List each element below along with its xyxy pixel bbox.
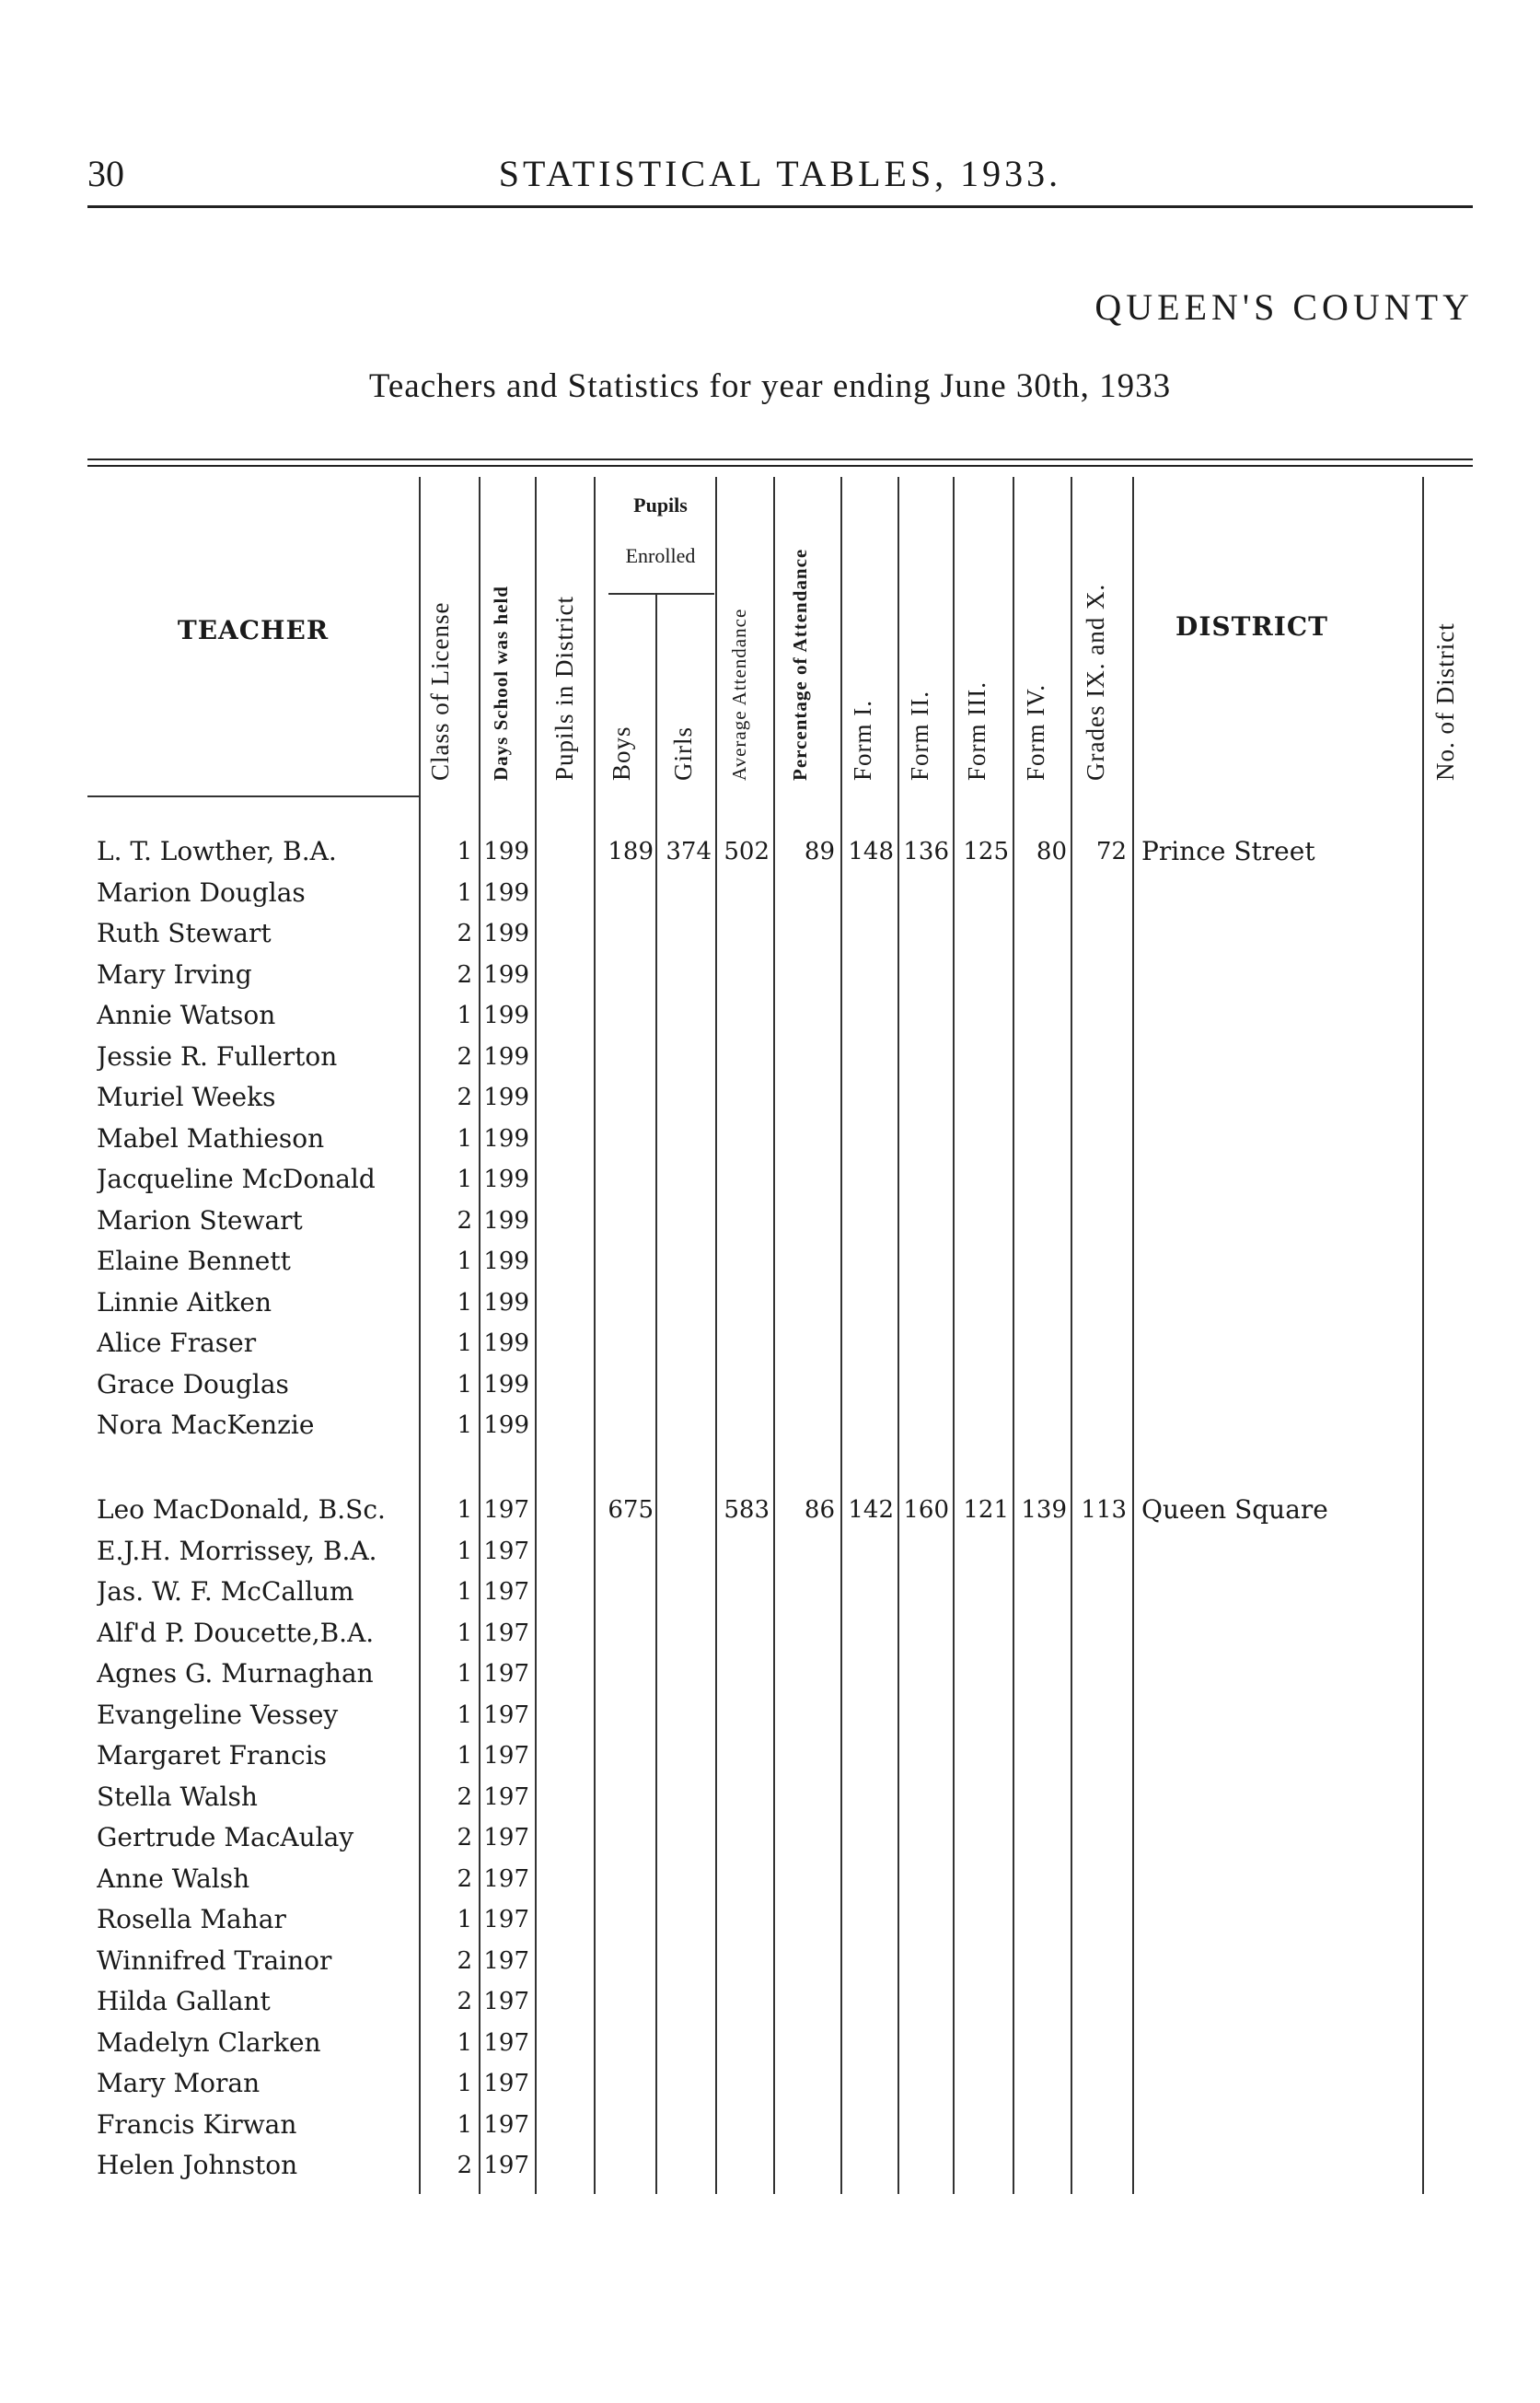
teacher-name: Nora MacKenzie bbox=[97, 1410, 315, 1440]
total-f4-cell: 139 bbox=[1021, 1496, 1067, 1524]
class-of-license-cell: 1 bbox=[457, 1906, 472, 1933]
teacher-name: Alf'd P. Doucette,B.A. bbox=[97, 1617, 375, 1648]
total-boys-cell: 189 bbox=[608, 838, 654, 865]
teacher-name: Stella Walsh bbox=[97, 1781, 258, 1812]
class-of-license-cell: 2 bbox=[457, 1864, 472, 1893]
column-divider bbox=[479, 477, 481, 2194]
teacher-name: Marion Douglas bbox=[97, 876, 306, 908]
teacher-name: Annie Watson bbox=[97, 1000, 276, 1030]
header-enrolled: Enrolled bbox=[625, 544, 696, 567]
days-school-held-cell: 197 bbox=[483, 1660, 529, 1688]
class-of-license-cell: 1 bbox=[457, 878, 472, 907]
class-of-license-cell: 1 bbox=[457, 1329, 472, 1357]
header-form-3: Form III. bbox=[963, 681, 990, 781]
days-school-held-cell: 199 bbox=[483, 878, 529, 907]
header-form-1: Form I. bbox=[849, 700, 876, 781]
total-f2-cell: 160 bbox=[903, 1496, 949, 1524]
page-title: STATISTICAL TABLES, 1933. bbox=[498, 153, 1062, 194]
teacher-name: Anne Walsh bbox=[97, 1863, 250, 1894]
header-average-attendance: Average Attendance bbox=[728, 608, 750, 781]
header-bottom-rule bbox=[87, 795, 419, 797]
class-of-license-cell: 2 bbox=[457, 960, 472, 989]
teacher-name: Margaret Francis bbox=[97, 1740, 328, 1770]
total-gr-cell: 113 bbox=[1081, 1496, 1127, 1524]
header-pupils-in-district: Pupils in District bbox=[550, 595, 578, 781]
days-school-held-cell: 197 bbox=[483, 1701, 529, 1729]
class-of-license-cell: 1 bbox=[457, 1742, 472, 1770]
teacher-name: Mary Irving bbox=[97, 958, 252, 990]
column-divider bbox=[840, 477, 842, 2194]
class-of-license-cell: 2 bbox=[457, 1042, 472, 1071]
teacher-name: Ruth Stewart bbox=[97, 918, 272, 948]
class-of-license-cell: 1 bbox=[457, 838, 472, 865]
column-divider bbox=[535, 477, 537, 2194]
column-divider bbox=[953, 477, 955, 2194]
total-pct-cell: 86 bbox=[804, 1496, 835, 1524]
teacher-name: Muriel Weeks bbox=[97, 1082, 276, 1112]
header-boys: Boys bbox=[608, 726, 635, 781]
total-f1-cell: 148 bbox=[848, 838, 894, 865]
days-school-held-cell: 199 bbox=[483, 1329, 529, 1357]
teacher-name: Marion Stewart bbox=[97, 1204, 303, 1236]
total-pct-cell: 89 bbox=[804, 838, 835, 865]
column-divider bbox=[773, 477, 775, 2194]
class-of-license-cell: 2 bbox=[457, 1824, 472, 1852]
days-school-held-cell: 197 bbox=[483, 1824, 529, 1852]
days-school-held-cell: 199 bbox=[483, 1166, 529, 1193]
days-school-held-cell: 197 bbox=[483, 1988, 529, 2015]
total-f4-cell: 80 bbox=[1036, 838, 1067, 865]
column-divider bbox=[1071, 477, 1072, 2194]
table-subtitle: Teachers and Statistics for year ending June 30th, 1933 bbox=[368, 367, 1172, 405]
days-school-held-cell: 199 bbox=[483, 1370, 529, 1399]
header-district: DISTRICT bbox=[1175, 611, 1328, 642]
header-class-of-license: Class of License bbox=[426, 601, 454, 781]
days-school-held-cell: 197 bbox=[483, 1782, 529, 1811]
total-avg-cell: 502 bbox=[724, 838, 770, 865]
total-f1-cell: 142 bbox=[848, 1496, 894, 1524]
class-of-license-cell: 1 bbox=[457, 1619, 472, 1647]
teacher-name: Alice Fraser bbox=[97, 1328, 257, 1358]
total-avg-cell: 583 bbox=[724, 1496, 770, 1524]
teacher-name: L. T. Lowther, B.A. bbox=[97, 836, 337, 866]
teacher-name: Agnes G. Murnaghan bbox=[97, 1658, 374, 1689]
teacher-name: Mabel Mathieson bbox=[97, 1122, 325, 1154]
top-rule bbox=[87, 459, 1473, 460]
total-boys-cell: 675 bbox=[608, 1496, 654, 1524]
total-f3-cell: 125 bbox=[963, 838, 1009, 865]
top-rule-2 bbox=[87, 465, 1473, 467]
class-of-license-cell: 2 bbox=[457, 1782, 472, 1811]
class-of-license-cell: 2 bbox=[457, 1084, 472, 1111]
days-school-held-cell: 199 bbox=[483, 1206, 529, 1235]
county-heading: QUEEN'S COUNTY bbox=[1094, 286, 1474, 328]
class-of-license-cell: 1 bbox=[457, 1124, 472, 1153]
teacher-name: Gertrude MacAulay bbox=[97, 1822, 354, 1852]
teacher-name: Grace Douglas bbox=[97, 1368, 289, 1399]
header-district-number: No. of District bbox=[1431, 622, 1459, 781]
column-divider bbox=[1013, 477, 1014, 2194]
class-of-license-cell: 2 bbox=[457, 920, 472, 947]
teacher-name: Francis Kirwan bbox=[97, 2108, 297, 2140]
class-of-license-cell: 2 bbox=[457, 1946, 472, 1975]
days-school-held-cell: 197 bbox=[483, 1742, 529, 1770]
column-divider bbox=[897, 477, 899, 2194]
class-of-license-cell: 1 bbox=[457, 1288, 472, 1317]
days-school-held-cell: 197 bbox=[483, 2110, 529, 2139]
enrolled-rule bbox=[608, 593, 714, 595]
class-of-license-cell: 2 bbox=[457, 1206, 472, 1235]
days-school-held-cell: 199 bbox=[483, 960, 529, 989]
teacher-name: Jacqueline McDonald bbox=[97, 1164, 376, 1194]
column-divider bbox=[419, 477, 421, 2194]
column-divider bbox=[1132, 477, 1134, 2194]
class-of-license-cell: 1 bbox=[457, 1002, 472, 1029]
page-number: 30 bbox=[87, 153, 124, 194]
teacher-name: Jessie R. Fullerton bbox=[97, 1040, 338, 1072]
header-form-4: Form IV. bbox=[1022, 683, 1049, 781]
teacher-name: Helen Johnston bbox=[97, 2150, 298, 2180]
class-of-license-cell: 2 bbox=[457, 1988, 472, 2015]
district-name: Prince Street bbox=[1141, 836, 1315, 866]
teacher-name: Evangeline Vessey bbox=[97, 1699, 339, 1730]
column-divider bbox=[594, 477, 596, 2194]
days-school-held-cell: 199 bbox=[483, 1002, 529, 1029]
days-school-held-cell: 199 bbox=[483, 1248, 529, 1275]
teacher-name: Mary Moran bbox=[97, 2068, 261, 2098]
days-school-held-cell: 197 bbox=[483, 1537, 529, 1565]
header-girls: Girls bbox=[669, 726, 697, 781]
days-school-held-cell: 199 bbox=[483, 1042, 529, 1071]
statistics-table bbox=[87, 459, 1473, 2203]
header-teacher: TEACHER bbox=[177, 615, 330, 645]
header-percentage-attendance: Percentage of Attendance bbox=[789, 548, 811, 781]
days-school-held-cell: 197 bbox=[483, 1578, 529, 1606]
days-school-held-cell: 199 bbox=[483, 838, 529, 865]
header-form-2: Form II. bbox=[906, 691, 933, 781]
days-school-held-cell: 199 bbox=[483, 1288, 529, 1317]
class-of-license-cell: 1 bbox=[457, 1578, 472, 1606]
class-of-license-cell: 1 bbox=[457, 2110, 472, 2139]
days-school-held-cell: 199 bbox=[483, 1124, 529, 1153]
teacher-name: Jas. W. F. McCallum bbox=[97, 1576, 354, 1607]
class-of-license-cell: 1 bbox=[457, 1248, 472, 1275]
teacher-name: Linnie Aitken bbox=[97, 1286, 272, 1318]
teacher-name: Hilda Gallant bbox=[97, 1986, 271, 2016]
days-school-held-cell: 197 bbox=[483, 2028, 529, 2057]
total-f3-cell: 121 bbox=[963, 1496, 1009, 1524]
page-header bbox=[87, 152, 1473, 207]
header-days-school-held: Days School was held bbox=[490, 586, 512, 781]
days-school-held-cell: 199 bbox=[483, 1411, 529, 1439]
class-of-license-cell: 1 bbox=[457, 1660, 472, 1688]
days-school-held-cell: 197 bbox=[483, 2152, 529, 2179]
header-pupils-enrolled: Pupils bbox=[633, 493, 688, 517]
class-of-license-cell: 1 bbox=[457, 1701, 472, 1729]
teacher-name: Leo MacDonald, B.Sc. bbox=[97, 1494, 386, 1525]
header-grades-ix-x: Grades IX. and X. bbox=[1082, 583, 1109, 781]
days-school-held-cell: 197 bbox=[483, 1619, 529, 1647]
column-divider bbox=[1422, 477, 1424, 2194]
total-gr-cell: 72 bbox=[1095, 838, 1127, 865]
header-rule bbox=[87, 205, 1473, 208]
days-school-held-cell: 197 bbox=[483, 1906, 529, 1933]
class-of-license-cell: 1 bbox=[457, 1537, 472, 1565]
class-of-license-cell: 1 bbox=[457, 2070, 472, 2097]
days-school-held-cell: 199 bbox=[483, 920, 529, 947]
column-divider bbox=[715, 477, 717, 2194]
teacher-name: Winnifred Trainor bbox=[97, 1944, 332, 1976]
days-school-held-cell: 197 bbox=[483, 1946, 529, 1975]
days-school-held-cell: 197 bbox=[483, 1864, 529, 1893]
class-of-license-cell: 1 bbox=[457, 1370, 472, 1399]
teacher-name: E.J.H. Morrissey, B.A. bbox=[97, 1535, 377, 1566]
total-girls-cell: 374 bbox=[666, 838, 712, 865]
class-of-license-cell: 1 bbox=[457, 2028, 472, 2057]
class-of-license-cell: 1 bbox=[457, 1496, 472, 1524]
district-name: Queen Square bbox=[1141, 1494, 1328, 1525]
class-of-license-cell: 1 bbox=[457, 1411, 472, 1439]
days-school-held-cell: 197 bbox=[483, 1496, 529, 1524]
class-of-license-cell: 1 bbox=[457, 1166, 472, 1193]
teacher-name: Rosella Mahar bbox=[97, 1904, 286, 1934]
days-school-held-cell: 197 bbox=[483, 2070, 529, 2097]
teacher-name: Madelyn Clarken bbox=[97, 2026, 321, 2058]
class-of-license-cell: 2 bbox=[457, 2152, 472, 2179]
teacher-name: Elaine Bennett bbox=[97, 1246, 291, 1276]
total-f2-cell: 136 bbox=[903, 838, 949, 865]
days-school-held-cell: 199 bbox=[483, 1084, 529, 1111]
